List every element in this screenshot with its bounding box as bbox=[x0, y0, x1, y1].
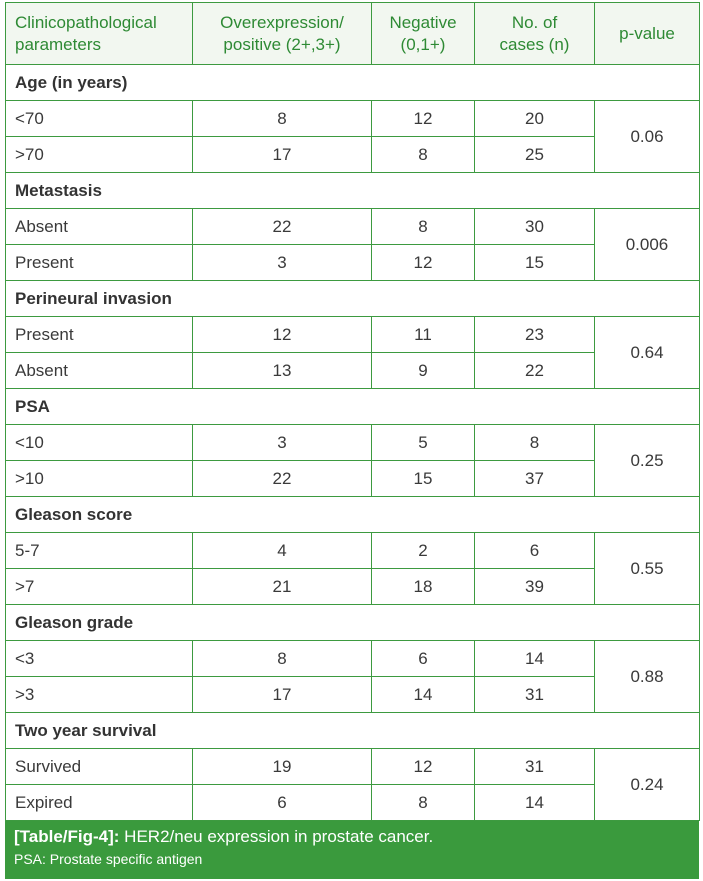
negative-count: 8 bbox=[372, 785, 475, 821]
header-negative: Negative (0,1+) bbox=[372, 3, 475, 65]
section-row bbox=[6, 497, 700, 533]
positive-count: 3 bbox=[193, 245, 372, 281]
negative-count: 12 bbox=[372, 749, 475, 785]
table-row bbox=[6, 317, 700, 353]
cases-count: 8 bbox=[475, 425, 595, 461]
row-label: Absent bbox=[6, 353, 193, 389]
section-row bbox=[6, 713, 700, 749]
row-label: <10 bbox=[6, 425, 193, 461]
row-label: <3 bbox=[6, 641, 193, 677]
row-label: >10 bbox=[6, 461, 193, 497]
cases-count: 15 bbox=[475, 245, 595, 281]
section-row bbox=[6, 389, 700, 425]
negative-count: 9 bbox=[372, 353, 475, 389]
table-row bbox=[6, 425, 700, 461]
row-label: Absent bbox=[6, 209, 193, 245]
p-value-cell: 0.24 bbox=[595, 749, 700, 821]
caption-line bbox=[14, 825, 690, 849]
section-title: Age (in years) bbox=[6, 65, 700, 101]
negative-count: 12 bbox=[372, 101, 475, 137]
caption-label: [Table/Fig-4]: bbox=[14, 827, 120, 846]
cases-count: 30 bbox=[475, 209, 595, 245]
row-label: Present bbox=[6, 317, 193, 353]
positive-count: 19 bbox=[193, 749, 372, 785]
cases-count: 25 bbox=[475, 137, 595, 173]
positive-count: 21 bbox=[193, 569, 372, 605]
header-parameters: Clinicopathological parameters bbox=[6, 3, 193, 65]
cases-count: 39 bbox=[475, 569, 595, 605]
data-table bbox=[5, 2, 700, 821]
table-body bbox=[6, 65, 700, 821]
section-title: Gleason score bbox=[6, 497, 700, 533]
row-label: Survived bbox=[6, 749, 193, 785]
positive-count: 22 bbox=[193, 209, 372, 245]
negative-count: 11 bbox=[372, 317, 475, 353]
negative-count: 15 bbox=[372, 461, 475, 497]
p-value-cell: 0.06 bbox=[595, 101, 700, 173]
figure-caption bbox=[5, 821, 699, 879]
section-row bbox=[6, 173, 700, 209]
positive-count: 17 bbox=[193, 137, 372, 173]
caption-text: HER2/neu expression in prostate cancer. bbox=[119, 827, 434, 846]
positive-count: 13 bbox=[193, 353, 372, 389]
negative-count: 18 bbox=[372, 569, 475, 605]
section-row bbox=[6, 65, 700, 101]
row-label: Expired bbox=[6, 785, 193, 821]
row-label: 5-7 bbox=[6, 533, 193, 569]
table-row bbox=[6, 533, 700, 569]
negative-count: 8 bbox=[372, 209, 475, 245]
section-title: Gleason grade bbox=[6, 605, 700, 641]
row-label: >70 bbox=[6, 137, 193, 173]
p-value-cell: 0.25 bbox=[595, 425, 700, 497]
negative-count: 2 bbox=[372, 533, 475, 569]
section-title: Metastasis bbox=[6, 173, 700, 209]
cases-count: 6 bbox=[475, 533, 595, 569]
positive-count: 22 bbox=[193, 461, 372, 497]
p-value-cell: 0.88 bbox=[595, 641, 700, 713]
caption-footnote: PSA: Prostate specific antigen bbox=[14, 851, 203, 867]
positive-count: 12 bbox=[193, 317, 372, 353]
header-p-value: p-value bbox=[595, 3, 700, 65]
cases-count: 37 bbox=[475, 461, 595, 497]
section-row bbox=[6, 605, 700, 641]
header-cases: No. of cases (n) bbox=[475, 3, 595, 65]
negative-count: 5 bbox=[372, 425, 475, 461]
positive-count: 6 bbox=[193, 785, 372, 821]
positive-count: 3 bbox=[193, 425, 372, 461]
table-row bbox=[6, 641, 700, 677]
cases-count: 31 bbox=[475, 677, 595, 713]
negative-count: 14 bbox=[372, 677, 475, 713]
cases-count: 20 bbox=[475, 101, 595, 137]
cases-count: 31 bbox=[475, 749, 595, 785]
table-figure bbox=[5, 2, 699, 879]
cases-count: 14 bbox=[475, 785, 595, 821]
table-row bbox=[6, 101, 700, 137]
positive-count: 8 bbox=[193, 641, 372, 677]
section-title: PSA bbox=[6, 389, 700, 425]
negative-count: 12 bbox=[372, 245, 475, 281]
row-label: Present bbox=[6, 245, 193, 281]
p-value-cell: 0.006 bbox=[595, 209, 700, 281]
negative-count: 6 bbox=[372, 641, 475, 677]
cases-count: 22 bbox=[475, 353, 595, 389]
p-value-cell: 0.55 bbox=[595, 533, 700, 605]
table-row bbox=[6, 209, 700, 245]
positive-count: 4 bbox=[193, 533, 372, 569]
negative-count: 8 bbox=[372, 137, 475, 173]
section-title: Perineural invasion bbox=[6, 281, 700, 317]
positive-count: 17 bbox=[193, 677, 372, 713]
header-row bbox=[6, 3, 700, 65]
header-positive: Overexpression/ positive (2+,3+) bbox=[193, 3, 372, 65]
p-value-cell: 0.64 bbox=[595, 317, 700, 389]
row-label: >3 bbox=[6, 677, 193, 713]
table-row bbox=[6, 749, 700, 785]
row-label: <70 bbox=[6, 101, 193, 137]
section-row bbox=[6, 281, 700, 317]
row-label: >7 bbox=[6, 569, 193, 605]
section-title: Two year survival bbox=[6, 713, 700, 749]
positive-count: 8 bbox=[193, 101, 372, 137]
cases-count: 14 bbox=[475, 641, 595, 677]
cases-count: 23 bbox=[475, 317, 595, 353]
